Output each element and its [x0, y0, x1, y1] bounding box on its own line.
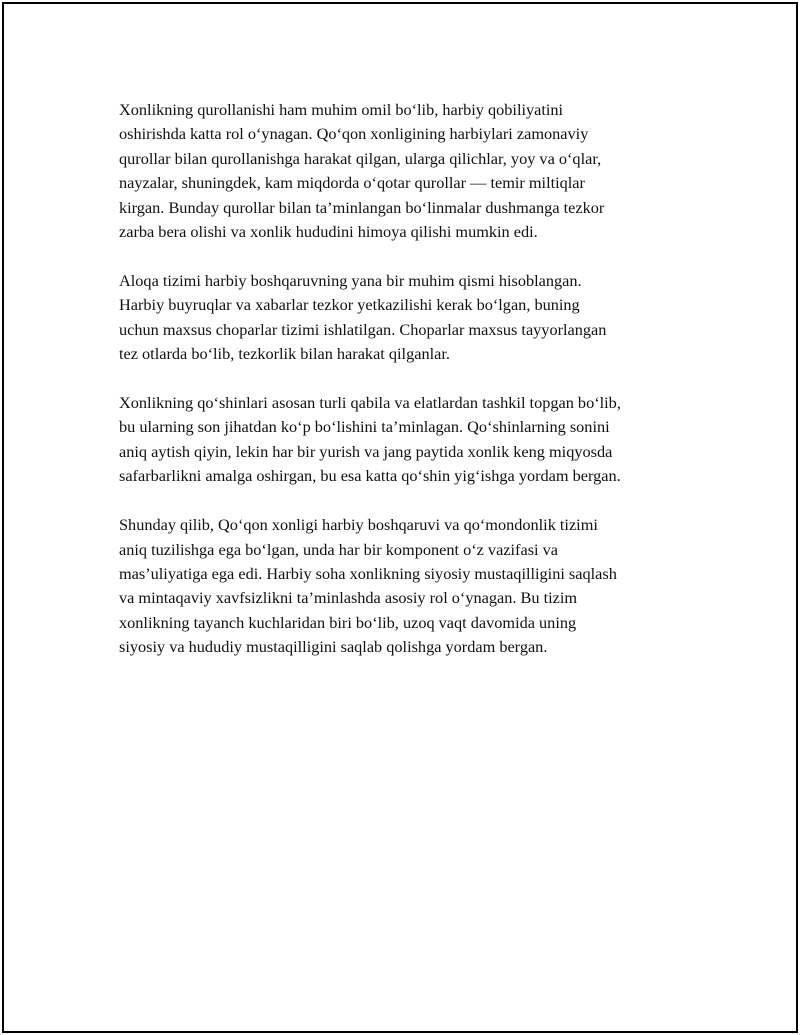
paragraph-troops — [119, 391, 699, 489]
text-line: Xonlikning qo‘shinlari asosan turli qabila va elatlardan tashkil topgan bo‘lib, — [119, 393, 621, 413]
text-line: Shunday qilib, Qo‘qon xonligi harbiy boshqaruvi va qo‘mondonlik tizimi — [119, 515, 598, 535]
text-line: siyosiy va hududiy mustaqilligini saqlab qolishga yordam bergan. — [119, 637, 548, 657]
text-line: kirgan. Bunday qurollar bilan ta’minlangan bo‘linmalar dushmanga tezkor — [119, 197, 605, 217]
text-line: aniq tuzilishga ega bo‘lgan, unda har bir komponent o‘z vazifasi va — [119, 539, 558, 559]
document-body — [119, 98, 699, 684]
document-page — [2, 2, 798, 1033]
text-line: xonlikning tayanch kuchlaridan biri bo‘lib, uzoq vaqt davomida uning — [119, 612, 577, 632]
paragraph-communication — [119, 269, 699, 367]
text-line: mas’uliyatiga ega edi. Harbiy soha xonlikning siyosiy mustaqilligini saqlash — [119, 564, 617, 583]
text-line: uchun maxsus choparlar tizimi ishlatilgan. Choparlar maxsus tayyorlangan — [119, 319, 607, 339]
text-line: Xonlikning qurollanishi ham muhim omil bo‘lib, harbiy qobiliyatini — [119, 100, 564, 119]
text-line: aniq aytish qiyin, lekin har bir yurish va jang paytida xonlik keng miqyosda — [119, 441, 613, 461]
text-line: va mintaqaviy xavfsizlikni ta’minlashda asosiy rol o‘ynagan. Bu tizim — [119, 588, 578, 608]
paragraph-conclusion — [119, 513, 699, 659]
text-line: Harbiy buyruqlar va xabarlar tezkor yetkazilishi kerak bo‘lgan, buning — [119, 295, 580, 315]
text-line: zarba bera olishi va xonlik hududini himoya qilishi mumkin edi. — [119, 222, 538, 242]
text-line: bu ularning son jihatdan ko‘p bo‘lishini ta’minlagan. Qo‘shinlarning sonini — [119, 417, 610, 437]
text-line: oshirishda katta rol o‘ynagan. Qo‘qon xonligining harbiylari zamonaviy — [119, 124, 589, 144]
text-line: safarbarlikni amalga oshirgan, bu esa katta qo‘shin yig‘ishga yordam bergan. — [119, 466, 621, 486]
text-line: qurollar bilan qurollanishga harakat qilgan, ularga qilichlar, yoy va o‘qlar, — [119, 148, 602, 168]
text-line: tez otlarda bo‘lib, tezkorlik bilan harakat qilganlar. — [119, 344, 450, 364]
paragraph-weaponry — [119, 98, 699, 244]
text-line: Aloqa tizimi harbiy boshqaruvning yana bir muhim qismi hisoblangan. — [119, 270, 582, 290]
text-line: nayzalar, shuningdek, kam miqdorda o‘qotar qurollar — temir miltiqlar — [119, 173, 585, 193]
